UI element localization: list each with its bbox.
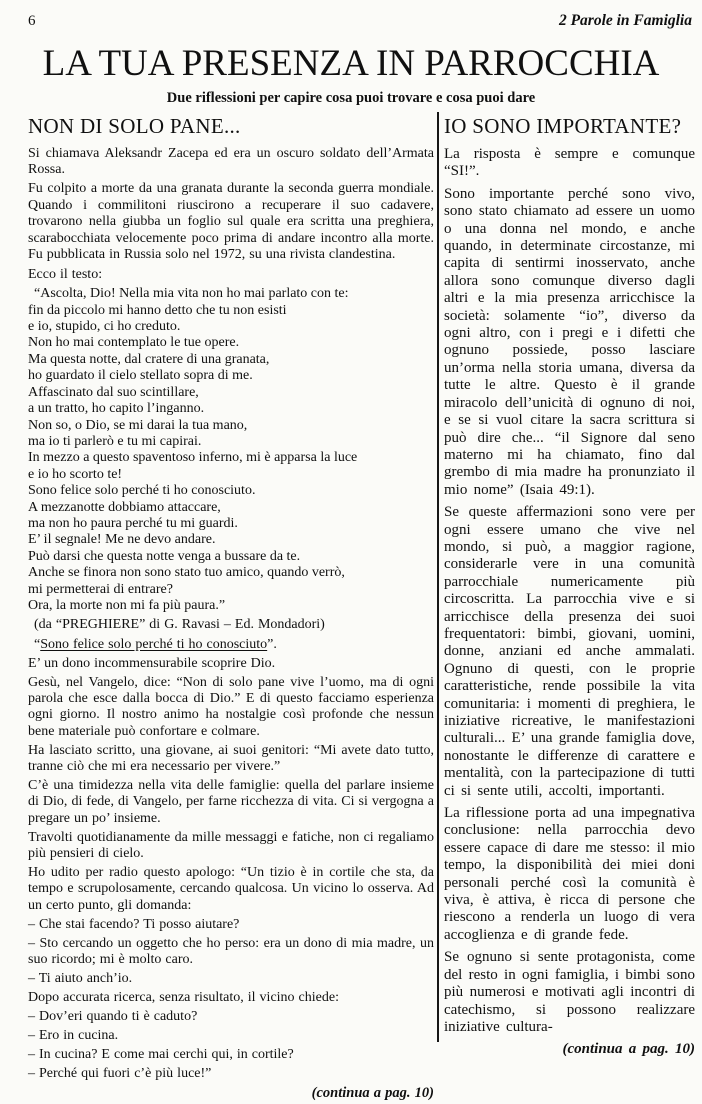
paragraph: Ha lasciato scritto, una giovane, ai suoi genitori: “Mi avete dato tutto, tranne ciò che mi era necessario per vivere.” (28, 742, 434, 775)
poem-line: ma non ho paura perché tu mi guardi. (28, 515, 238, 531)
poem-line: e io, stupido, ci ho creduto. (28, 319, 181, 335)
poem-line: Anche se finora non sono stato tuo amico, quando verrò, (28, 565, 345, 581)
publication-title: 2 Parole in Famiglia (558, 12, 692, 29)
paragraph: Travolti quotidianamente da mille messaggi e fatiche, non ci regaliamo più pensieri di cielo. (28, 829, 434, 862)
dialogue-line: – In cucina? E come mai cerchi qui, in cortile? (28, 1046, 294, 1062)
dialogue-line: – Ti aiuto anch’io. (28, 971, 133, 986)
dialogue-line: – Ero in cucina. (28, 1027, 119, 1043)
page-number: 6 (28, 13, 36, 29)
poem-line: A mezzanotte dobbiamo attaccare, (28, 499, 221, 515)
poem-line: Non so, o Dio, se mi darai la tua mano, (28, 417, 248, 433)
paragraph: Se ognuno si sente protagonista, come del resto in ogni famiglia, i bimbi sono più numerosi e motivati agli incontri di catechismo, si possono realizzare iniziative cultura- (444, 949, 695, 1035)
dialogue-line: – Che stai facendo? Ti posso aiutare? (28, 916, 240, 932)
page-header (28, 12, 692, 30)
quote-open: “ (34, 636, 41, 652)
poem-line: “Ascolta, Dio! Nella mia vita non ho mai parlato con te: (34, 286, 349, 302)
column-divider (437, 112, 439, 1042)
poem-line: Ma questa notte, dal cratere di una granata, (28, 351, 270, 367)
dialogue-line: – Perché qui fuori c’è più luce!” (28, 1065, 212, 1081)
poem-line: Ora, la morte non mi fa più paura.” (28, 597, 226, 613)
source-citation: (da “PREGHIERE” di G. Ravasi – Ed. Mondadori) (34, 617, 325, 633)
article-title: LA TUA PRESENZA IN PARROCCHIA (42, 43, 660, 84)
continued-note-left: (continua a pag. 10) (311, 1084, 434, 1101)
paragraph: Sono importante perché sono vivo, sono stato chiamato ad essere un uomo o una donna nel mondo, e anche quando, in determinate circostanze, mi capita di sentirmi inosservato, anche allora sono comunque diverso dagli altri e la mia presenza arricchisce la società: solamente “io”, diverso da ogni altro, con i pregi e i difetti che ognuno possiede, posso lasciare un’orma nella storia umana, diversa da tutte le altre. Questo è il grande miracolo dell’unicità di ognuno di noi, e se si vuol citare la sacra scrittura si può dire che... “il Signore dal seno materno mi ha chiamato, fino dal grembo di mia madre ha pronunziato il mio nome” (Isaia 49:1). (444, 185, 695, 498)
paragraph: Fu colpito a morte da una granata durante la seconda guerra mondiale. Quando i commilitoni riuscirono a recuperare il suo cadavere, trovarono nella giubba un foglio sul quale era scritta una preghiera, scarabocchiata velocemente poco prima di andare incontro alla morte. Fu pubblicata in Russia solo nel 1972, su una rivista clandestina. (28, 181, 434, 262)
continued-note-right: (continua a pag. 10) (562, 1041, 695, 1058)
paragraph: Gesù, nel Vangelo, dice: “Non di solo pane vive l’uomo, ma di ogni parola che esce dalla bocca di Dio.” E di questo facciamo esperienza ogni giorno. Il nostro animo ha nostalgie così profonde che nessun bene materiale può confortare e colmare. (28, 674, 434, 739)
quote-close: ”. (267, 636, 277, 652)
poem-line: ma io ti parlerò e tu mi capirai. (28, 433, 202, 449)
prayer-poem (28, 286, 434, 614)
section-heading-io-sono-importante: IO SONO IMPORTANTE? (444, 114, 682, 138)
poem-line: Non ho mai contemplato le tue opere. (28, 335, 240, 351)
poem-line: a un tratto, ho capito l’inganno. (28, 401, 205, 417)
dialogue-line: – Dov’eri quando ti è caduto? (28, 1008, 198, 1024)
left-column (28, 114, 434, 1104)
paragraph: Se queste affermazioni sono vere per ogni essere umano che vive nel mondo, si può, a maggior ragione, considerarle vere in una comunità parrocchiale numericamente più circoscritta. La parrocchia vive e si arricchisce della presenza dei suoi frequentatori: bimbi, giovani, uomini, donne, anziani ed anche ammalati. Ognuno di questi, con le proprie caratteristiche, rende possibile la vita comunitaria: i momenti di preghiera, le iniziative ricreative, le manifestazioni culturali... E’ una grande famiglia dove, nonostante le differenze di carattere e mentalità, con la partecipazione di tutti ci si sente utili, accolti, importanti. (444, 504, 695, 799)
paragraph: Si chiamava Aleksandr Zacepa ed era un oscuro soldato dell’Armata Rossa. (28, 146, 434, 178)
right-column (444, 114, 695, 1064)
poem-line: In mezzo a questo spaventoso inferno, mi è apparsa la luce (28, 450, 358, 466)
paragraph: La risposta è sempre e comunque “SI!”. (444, 146, 695, 180)
paragraph: Dopo accurata ricerca, senza risultato, il vicino chiede: (28, 989, 339, 1005)
poem-line: E’ il segnale! Me ne devo andare. (28, 532, 216, 548)
paragraph: La riflessione porta ad una impegnativa conclusione: nella parrocchia devo essere capace di dare me stesso: il mio tempo, la disponibilità dei miei doni personali perché così la comunità è viva, è attiva, è ricca di persone che riescono a renderla un luogo di vera accoglienza e di grande fede. (444, 805, 695, 943)
paragraph: E’ un dono incommensurabile scoprire Dio. (28, 655, 276, 671)
poem-line: fin da piccolo mi hanno detto che tu non esisti (28, 302, 287, 318)
section-heading-non-di-solo-pane: NON DI SOLO PANE... (28, 114, 241, 138)
paragraph: C’è una timidezza nella vita delle famiglie: quella del parlare insieme di Dio, di fede, di Vangelo, per farne ricchezza di vita. Ci si vergogna a pregare un po’ insieme. (28, 778, 434, 826)
poem-line: mi permetterai di entrare? (28, 581, 173, 597)
poem-line: ho guardato il cielo stellato sopra di me. (28, 368, 253, 384)
poem-line: Affascinato dal suo scintillare, (28, 384, 199, 400)
paragraph: Ecco il testo: (28, 267, 103, 283)
poem-line: Sono felice solo perché ti ho conosciuto. (28, 483, 256, 499)
poem-line: Può darsi che questa notte venga a bussare da te. (28, 548, 301, 564)
dialogue-line: – Sto cercando un oggetto che ho perso: era un dono di mia madre, un suo ricordo; mi è molto caro. (28, 935, 434, 968)
quote-underlined-text: Sono felice solo perché ti ho conosciuto (40, 636, 268, 652)
article-subtitle: Due riflessioni per capire cosa puoi trovare e cosa puoi dare (166, 90, 536, 106)
paragraph: Ho udito per radio questo apologo: “Un tizio è in cortile che sta, da tempo e scrupolosamente, cercando qualcosa. Un vicino lo osserva. Ad un certo punto, gli domanda: (28, 865, 434, 913)
key-quote (28, 637, 434, 653)
poem-line: e io ho scorto te! (28, 466, 123, 482)
